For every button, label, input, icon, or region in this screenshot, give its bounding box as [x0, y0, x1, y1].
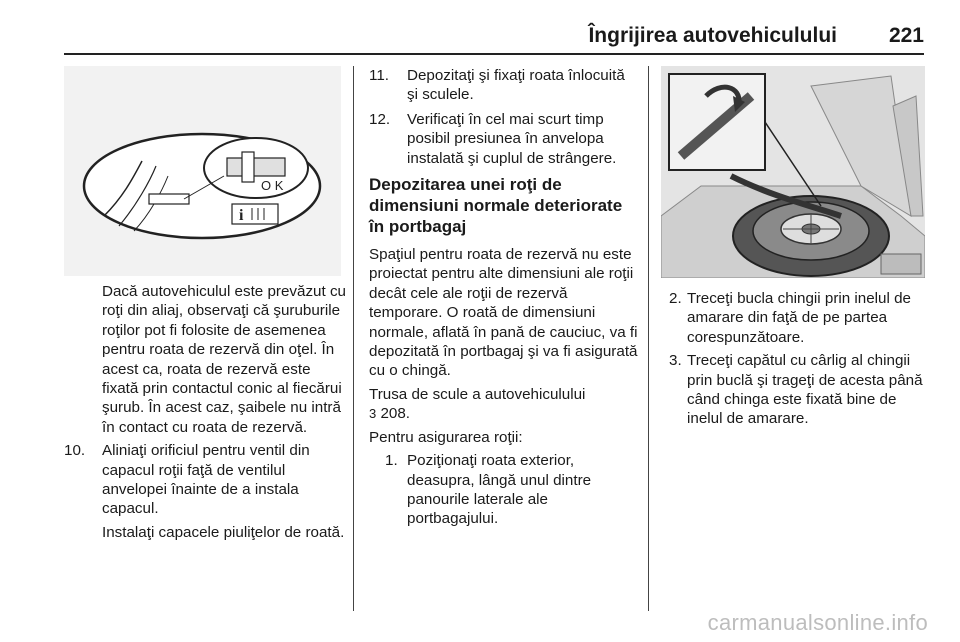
substep-1-text: Poziţionaţi roata exterior, deasupra, lângă unul dintre panourile laterale ale portbagajului. — [407, 452, 592, 528]
svg-text:i: i — [239, 207, 244, 224]
step-12-text: Verificaţi în cel mai scurt timp posibil presiunea în anvelopa instalată şi cuplul de strângere. — [407, 110, 617, 167]
step-11 — [369, 66, 639, 105]
column-3-text — [661, 289, 931, 433]
column-1-text — [64, 282, 346, 547]
spare-space-paragraph: Spaţiul pentru roata de rezervă nu este proiectat pentru alte dimensiuni ale roţii decât cele ale roţii de rezervă temporare. O roată de dimensiuni normale, aflată în pană de cauciuc, va fi depozitată în portbagaj şi va fi asigurată cu o chingă. — [369, 246, 638, 380]
page-reference-icon: 3 — [369, 406, 377, 422]
valve-cap-illustration — [64, 66, 341, 276]
step-11-number: 11. — [369, 67, 389, 84]
toolkit-text: Trusa de scule a autovehiculului — [369, 385, 586, 403]
step-12 — [369, 110, 639, 168]
column-divider-left — [353, 66, 354, 611]
substep-2 — [661, 289, 931, 347]
substep-1-number: 1. — [385, 452, 398, 470]
watermark-text: carmanualsonline.info — [707, 610, 928, 635]
substep-1 — [369, 451, 639, 529]
page-reference-link[interactable]: 208. — [380, 405, 411, 423]
section-heading: Depozitarea unei roţi de dimensiuni normale deteriorate în portbagaj — [369, 175, 623, 237]
step-10-extra: Instalaţi capacele piuliţelor de roată. — [102, 523, 345, 541]
step-10-text: Aliniaţi orificiul pentru ventil din capacul roţii faţă de ventilul anvelopei înainte de a instala capacul. — [102, 442, 310, 518]
alloy-wheels-paragraph: Dacă autovehiculul este prevăzut cu roţi din aliaj, observaţi că şuruburile roţilor pot fi folosite de asemenea pentru roata de rezervă din oţel. În acest ca, roata de rezervă este fixată prin contactul conic al fiecărui şurub. În acest caz, şaibele nu intră în contact cu roata de rezervă. — [102, 283, 346, 436]
step-11-text: Depozitaţi şi fixaţi roata înlocuită şi sculele. — [407, 67, 625, 104]
secure-wheel-paragraph: Pentru asigurarea roţii: — [369, 428, 523, 446]
ok-label: O K — [261, 178, 284, 193]
step-10 — [64, 441, 346, 542]
page-number: 221 — [888, 24, 924, 47]
step-10-number: 10. — [64, 442, 86, 460]
column-2-text — [369, 66, 639, 533]
column-divider-right — [648, 66, 649, 611]
step-12-number: 12. — [369, 110, 391, 128]
page-header-title: Îngrijirea autovehiculului — [588, 24, 837, 47]
substep-2-number: 2. — [669, 290, 682, 307]
header-rule — [64, 53, 924, 55]
toolkit-paragraph — [369, 385, 639, 424]
substep-2-text: Treceţi bucla chingii prin inelul de amarare din faţă de pe partea corespunzătoare. — [687, 290, 911, 346]
substep-3 — [661, 351, 931, 429]
substep-3-text: Treceţi capătul cu cârlig al chingii prin buclă şi trageţi de acesta până când chinga este fixată bine de inelul de amarare. — [687, 352, 923, 428]
trunk-spare-wheel-illustration — [661, 66, 925, 278]
substep-3-number: 3. — [669, 352, 682, 370]
